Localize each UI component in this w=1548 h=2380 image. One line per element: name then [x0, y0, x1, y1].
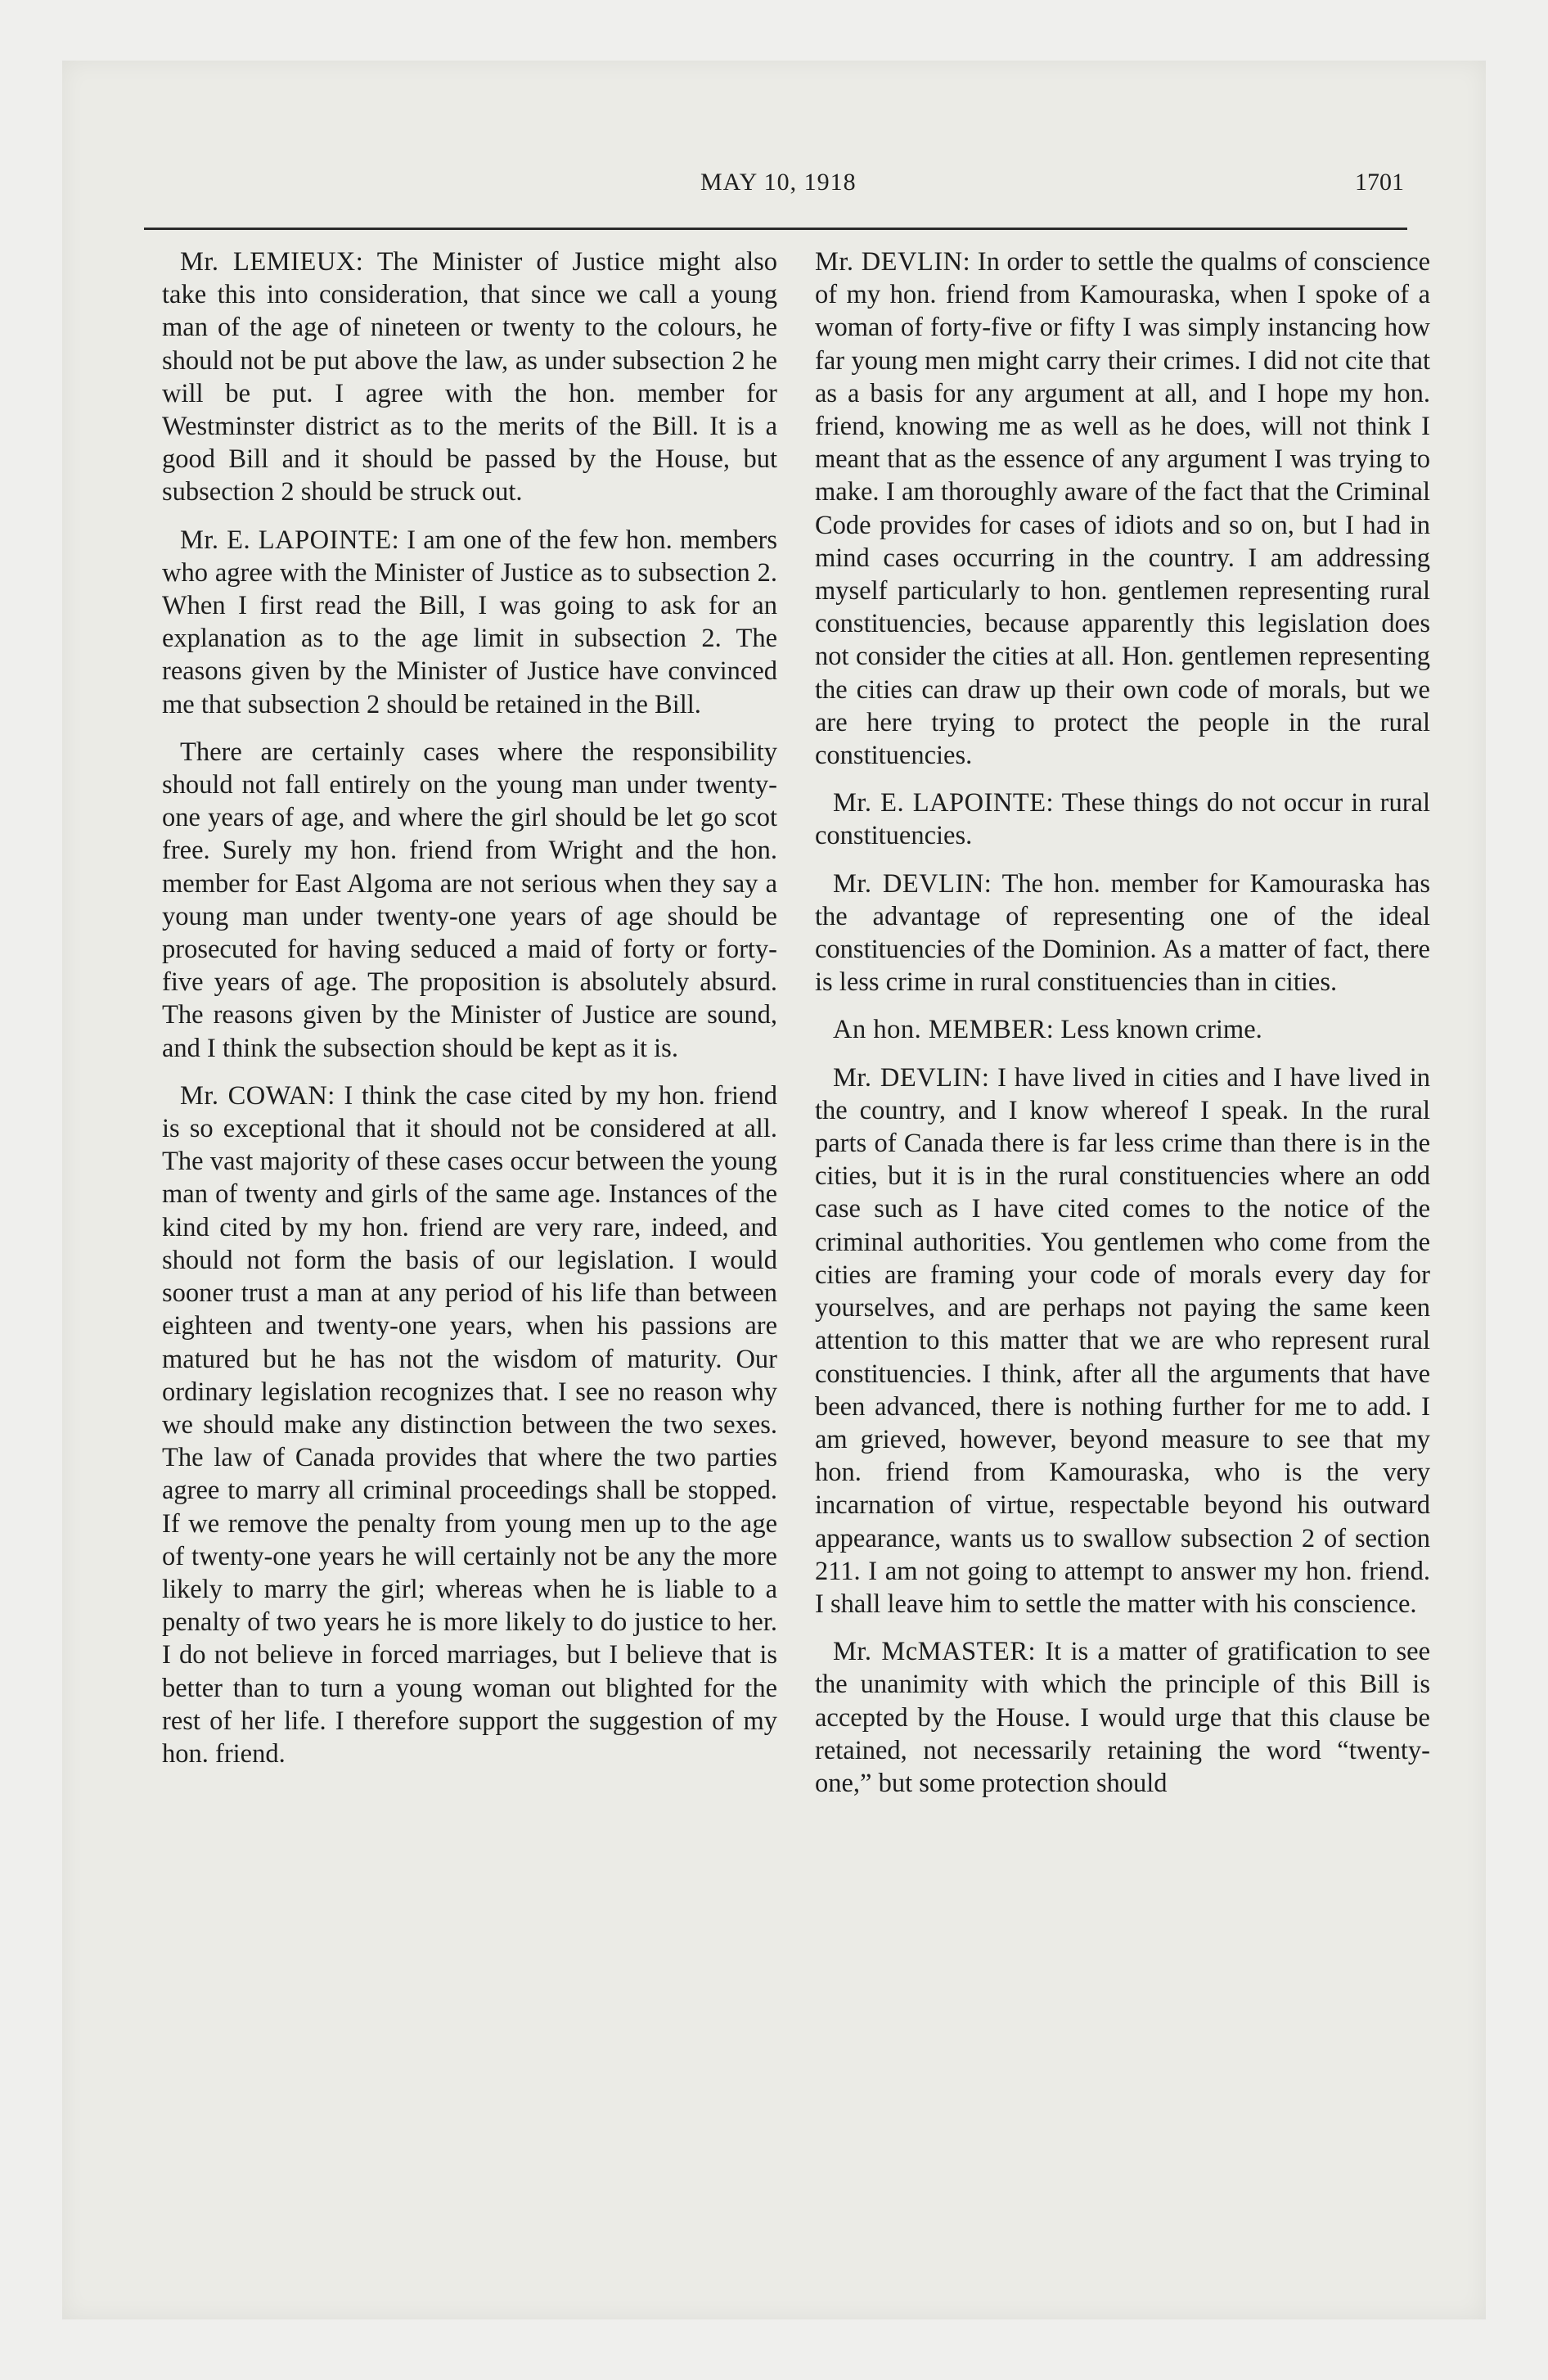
- speech-text: I have lived in cities and I have lived in the country, and I know whereof I speak. In the rural parts of Canada there is far less crime than there is in the cities, but it is in the rural constituencies where an odd case such as I have cited comes to the notice of the criminal authorities. You gentlemen who come from the cities are framing your code of morals every day for yourselves, and are perhaps not paying the same keen attention to this matter that we are who represent rural constituencies. I think, after all the arguments that have been advanced, there is nothing further for me to add. I am grieved, however, beyond measure to see that my hon. friend from Kamouraska, who is the very incarnation of virtue, respectable beyond his outward appearance, wants us to swallow subsection 2 of section 211. I am not going to attempt to answer my hon. friend. I shall leave him to settle the matter with his conscience.: [815, 1062, 1430, 1619]
- speaker-name: Mr. COWAN:: [180, 1080, 335, 1111]
- speech-text: It is a matter of gratification to see the unanimity with which the principle of this Bill is accepted by the House. I would urge that this clause be retained, not necessarily retaining the word “twenty-one,” but some protection should: [815, 1637, 1430, 1798]
- paragraph: [162, 246, 777, 509]
- speech-text: There are certainly cases where the responsibility should not fall entirely on the young man under twenty-one years of age, and where the girl should be let go scot free. Surely my hon. friend from Wright and the hon. member for East Algoma are not serious when they say a young man under twenty-one years of age should be prosecuted for having seduced a maid of forty or forty-five years of age. The proposition is absolutely absurd. The reasons given by the Minister of Justice are sound, and I think the subsection should be kept as it is.: [162, 737, 777, 1063]
- paragraph: [815, 1013, 1430, 1046]
- speaker-name: Mr. DEVLIN:: [815, 247, 971, 277]
- speech-text: I think the case cited by my hon. friend is so exceptional that it should not be considered at all. The vast majority of these cases occur between the young man of twenty and girls of the same age. Instances of the kind cited by my hon. friend are very rare, indeed, and should not form the basis of our legislation. I would sooner trust a man at any period of his life than between eighteen and twenty-one years, when his passions are matured but he has not the wisdom of maturity. Our ordinary legislation recognizes that. I see no reason why we should make any distinction between the two sexes. The law of Canada provides that where the two parties agree to marry all criminal proceedings shall be stopped. If we remove the penalty from young men up to the age of twenty-one years he will certainly not be any the more likely to marry the girl; whereas when he is liable to a penalty of two years he is more likely to do justice to her. I do not believe in forced marriages, but I believe that is better than to turn a young woman out blighted for the rest of her life. I therefore support the suggestion of my hon. friend.: [162, 1080, 777, 1769]
- paragraph: [815, 787, 1430, 852]
- page-number: 1701: [1355, 169, 1404, 196]
- header-date: MAY 10, 1918: [700, 169, 857, 196]
- speech-text: I am one of the few hon. members who agree with the Minister of Justice as to subsection 2. When I first read the Bill, I was going to ask for an explanation as to the age limit in subsection 2. The reasons given by the Minister of Justice have convinced me that subsection 2 should be retained in the Bill.: [162, 525, 777, 719]
- paragraph: [815, 1635, 1430, 1800]
- paragraph: [162, 524, 777, 721]
- speaker-name: An hon. MEMBER:: [833, 1015, 1055, 1045]
- speech-text: Less known crime.: [1054, 1015, 1262, 1045]
- speaker-name: Mr. DEVLIN:: [833, 868, 992, 899]
- page-header: [144, 169, 1404, 201]
- paragraph: [162, 1080, 777, 1770]
- speaker-name: Mr. LEMIEUX:: [180, 247, 364, 277]
- paragraph: [815, 246, 1430, 772]
- speech-text: In order to settle the qualms of conscience of my hon. friend from Kamouraska, when I spoke of a woman of forty-five or fifty I was simply instancing how far young men might carry their crimes. I did not cite that as a basis for any argument at all, and I hope my hon. friend, knowing me as well as he does, will not think I meant that as the essence of any argument I was trying to make. I am thoroughly aware of the fact that the Criminal Code provides for cases of idiots and so on, but I had in mind cases occurring in the country. I am addressing myself particularly to hon. gentlemen representing rural constituencies, because apparently this legislation does not consider the cities at all. Hon. gentlemen representing the cities can draw up their own code of morals, but we are here trying to protect the people in the rural constituencies.: [815, 247, 1430, 771]
- paragraph: [815, 1062, 1430, 1620]
- speech-text: The hon. member for Kamouraska has the advantage of representing one of the ideal constituencies of the Dominion. As a matter of fact, there is less crime in rural constituencies than in cities.: [815, 868, 1430, 998]
- speaker-name: Mr. DEVLIN:: [833, 1062, 990, 1093]
- right-column: [815, 246, 1430, 1814]
- speaker-name: Mr. McMASTER:: [833, 1637, 1037, 1667]
- speech-text: These things do not occur in rural constituencies.: [815, 788, 1430, 851]
- paragraph: [162, 736, 777, 1065]
- paragraph: [815, 868, 1430, 999]
- left-column: [162, 246, 777, 1785]
- speech-text: The Minister of Justice might also take this into consideration, that since we call a young man of the age of nineteen or twenty to the colours, he should not be put above the law, as under subsection 2 he will be put. I agree with the hon. member for Westminster district as to the merits of the Bill. It is a good Bill and it should be passed by the House, but subsection 2 should be struck out.: [162, 247, 777, 507]
- speaker-name: Mr. E. LAPOINTE:: [833, 788, 1055, 818]
- speaker-name: Mr. E. LAPOINTE:: [180, 525, 400, 555]
- header-rule: [144, 228, 1407, 230]
